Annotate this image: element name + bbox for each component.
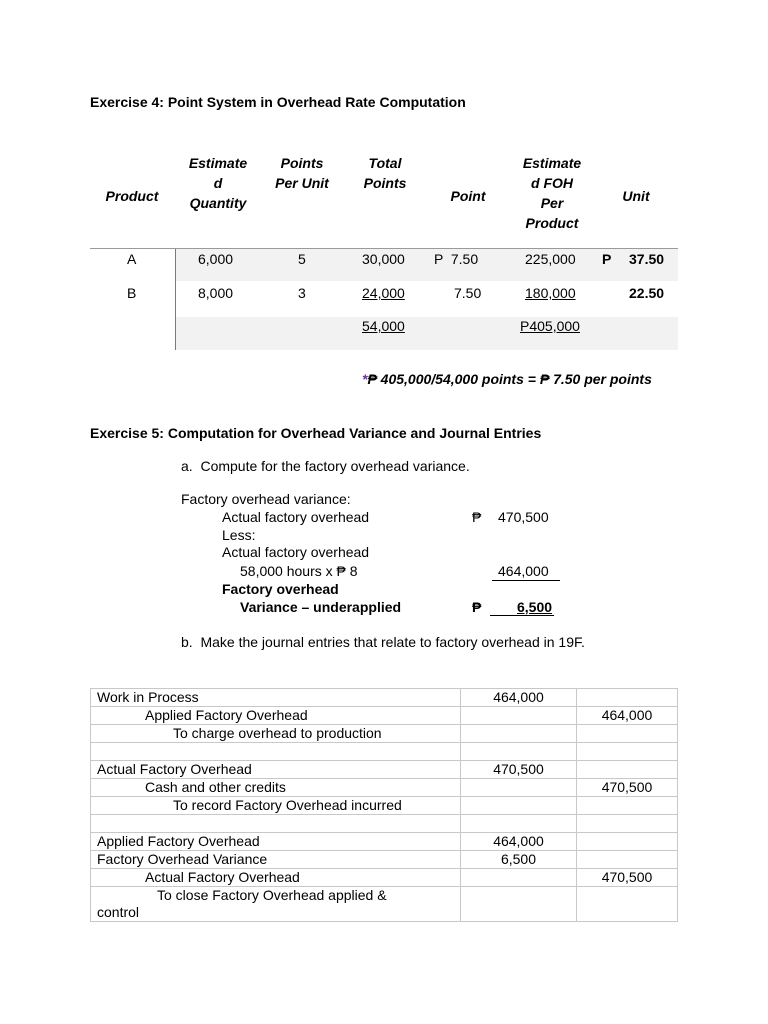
journal-table — [90, 688, 678, 922]
journal-account — [91, 743, 461, 761]
journal-account: Actual Factory Overhead — [91, 761, 461, 779]
journal-account — [91, 815, 461, 833]
applied-foh-value: 464,000 — [498, 563, 549, 579]
journal-debit — [461, 779, 577, 797]
journal-credit — [577, 833, 678, 851]
journal-account: control — [91, 904, 461, 922]
col-header-points-per-unit: Points Per Unit — [275, 155, 329, 191]
journal-row — [91, 904, 678, 922]
row-b-quantity: 8,000 — [198, 285, 234, 301]
row-a-points-per-unit: 5 — [298, 251, 306, 267]
variance-value: 6,500 — [517, 599, 553, 615]
row-a-point: P 7.50 — [434, 251, 479, 267]
journal-account: To record Factory Overhead incurred — [91, 797, 461, 815]
journal-account: Applied Factory Overhead — [91, 833, 461, 851]
row-b-foh: 180,000 — [525, 285, 576, 301]
journal-row — [91, 707, 678, 725]
row-a-product: A — [127, 251, 137, 267]
journal-credit — [577, 851, 678, 869]
col-header-product: Product — [105, 188, 159, 204]
actual-foh-label: Actual factory overhead — [222, 509, 370, 525]
variance-heading: Factory overhead variance: — [181, 491, 351, 507]
peso-sign: ₱ — [472, 509, 482, 525]
journal-row — [91, 833, 678, 851]
journal-debit — [461, 869, 577, 887]
journal-credit — [577, 815, 678, 833]
col-header-unit: Unit — [622, 188, 650, 204]
variance-underline — [490, 615, 554, 616]
total-foh-sum: P405,000 — [520, 318, 580, 334]
journal-credit — [577, 725, 678, 743]
col-header-point: Point — [450, 188, 486, 204]
journal-row — [91, 689, 678, 707]
journal-debit — [461, 725, 577, 743]
col-header-estimated-quantity: Estimate d Quantity — [188, 155, 248, 211]
journal-debit — [461, 743, 577, 761]
row-a-peso-sign: P — [602, 251, 612, 267]
journal-debit: 6,500 — [461, 851, 577, 869]
totals-row-background — [176, 317, 678, 350]
journal-credit — [577, 761, 678, 779]
ex4-title: Exercise 4: Point System in Overhead Rate Computation — [90, 94, 466, 110]
journal-row — [91, 725, 678, 743]
ex5-part-a: a. Compute for the factory overhead variance. — [181, 458, 470, 474]
applied-underline — [492, 580, 560, 581]
journal-row — [91, 815, 678, 833]
journal-credit — [577, 904, 678, 922]
row-b-unit: 22.50 — [629, 285, 665, 301]
journal-row — [91, 779, 678, 797]
journal-debit — [461, 707, 577, 725]
journal-row — [91, 797, 678, 815]
journal-row — [91, 887, 678, 905]
actual-foh-value: 470,500 — [498, 509, 549, 525]
journal-debit — [461, 797, 577, 815]
journal-account: Cash and other credits — [91, 779, 461, 797]
journal-account: To close Factory Overhead applied & — [91, 887, 461, 905]
journal-credit — [577, 743, 678, 761]
peso-sign: ₱ — [472, 599, 482, 615]
journal-debit — [461, 815, 577, 833]
hours-calc: 58,000 hours x ₱ 8 — [240, 563, 358, 579]
journal-debit — [461, 887, 577, 905]
variance-label: Variance – underapplied — [240, 599, 402, 615]
journal-debit — [461, 904, 577, 922]
journal-row — [91, 761, 678, 779]
journal-row — [91, 851, 678, 869]
journal-account: Factory Overhead Variance — [91, 851, 461, 869]
journal-debit: 464,000 — [461, 833, 577, 851]
note-text: ₱ 405,000/54,000 points = ₱ 7.50 per points — [367, 371, 652, 387]
journal-credit: 464,000 — [577, 707, 678, 725]
total-points-sum: 54,000 — [362, 318, 405, 334]
journal-account: Applied Factory Overhead — [91, 707, 461, 725]
journal-account: Work in Process — [91, 689, 461, 707]
journal-account: Actual Factory Overhead — [91, 869, 461, 887]
journal-row — [91, 869, 678, 887]
row-b-points-per-unit: 3 — [298, 285, 306, 301]
row-b-total-points: 24,000 — [362, 285, 405, 301]
journal-credit: 470,500 — [577, 779, 678, 797]
less-label: Less: — [222, 527, 256, 543]
row-a-total-points: 30,000 — [362, 251, 405, 267]
journal-credit — [577, 797, 678, 815]
row-b-point: 7.50 — [454, 285, 482, 301]
journal-debit: 470,500 — [461, 761, 577, 779]
journal-account: To charge overhead to production — [91, 725, 461, 743]
row-b-product: B — [127, 285, 137, 301]
rate-note — [362, 371, 652, 387]
journal-credit — [577, 887, 678, 905]
journal-row — [91, 743, 678, 761]
row-a-foh: 225,000 — [525, 251, 576, 267]
col-header-total-points: Total Points — [363, 155, 407, 191]
col-header-estimated-foh: Estimate d FOH Per Product — [522, 155, 582, 231]
applied-foh-label: Actual factory overhead — [222, 544, 370, 560]
factory-overhead-label: Factory overhead — [222, 581, 339, 597]
ex5-title: Exercise 5: Computation for Overhead Variance and Journal Entries — [90, 425, 542, 441]
journal-credit: 470,500 — [577, 869, 678, 887]
row-a-quantity: 6,000 — [198, 251, 234, 267]
journal-debit: 464,000 — [461, 689, 577, 707]
note-asterisk: * — [362, 371, 368, 387]
row-a-unit: 37.50 — [629, 251, 665, 267]
ex5-part-b: b. Make the journal entries that relate to factory overhead in 19F. — [181, 634, 585, 650]
journal-credit — [577, 689, 678, 707]
product-column-divider — [175, 249, 176, 350]
